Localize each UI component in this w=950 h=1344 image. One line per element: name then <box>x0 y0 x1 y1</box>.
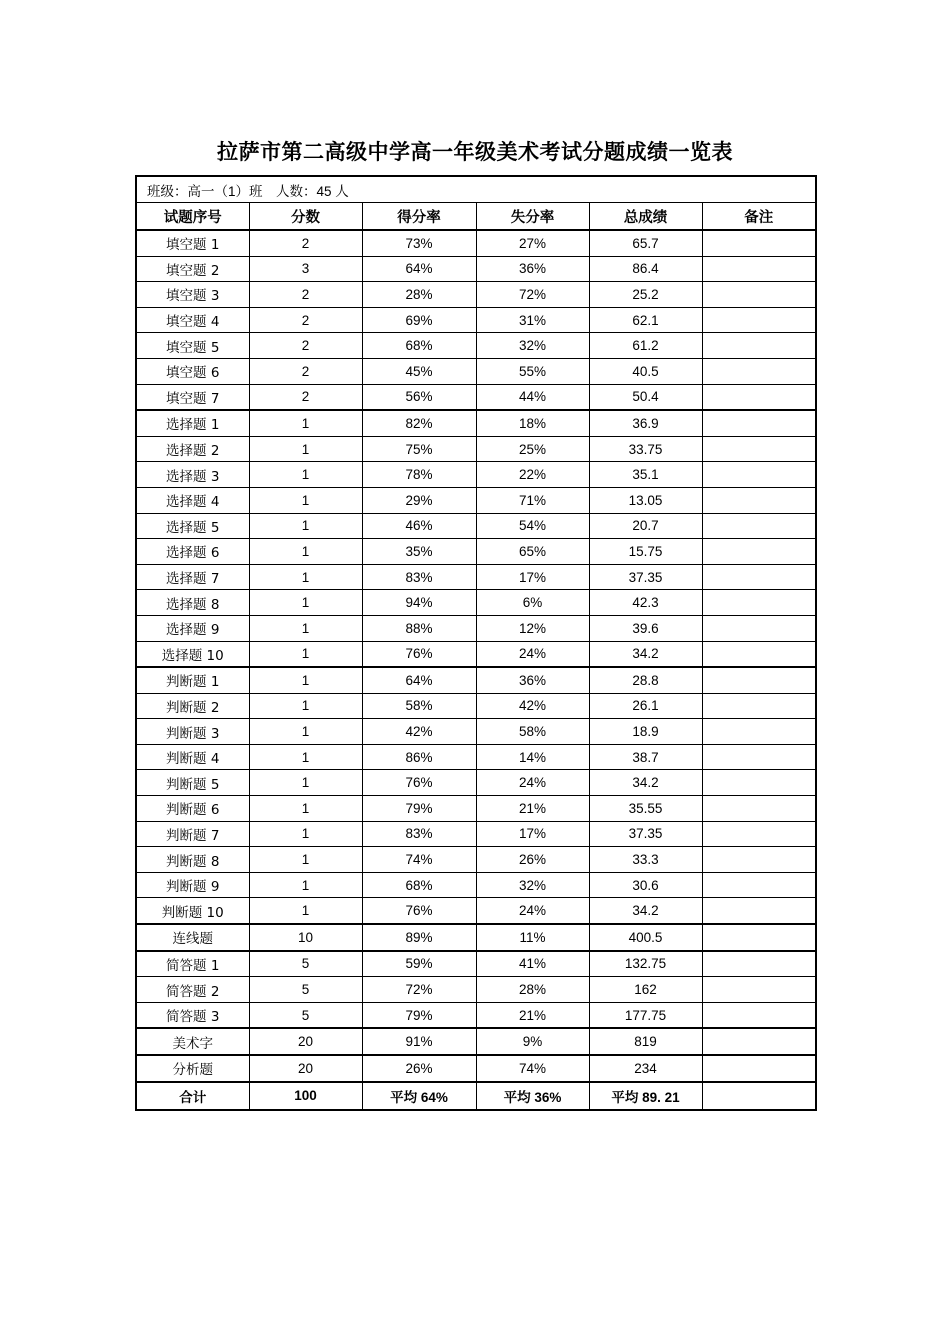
cell-score: 10 <box>249 924 362 951</box>
cell-question-name: 连线题 <box>136 924 249 951</box>
cell-note <box>702 358 816 384</box>
cell-score: 1 <box>249 539 362 565</box>
cell-question-name: 填空题 6 <box>136 358 249 384</box>
cell-score-rate: 29% <box>362 487 476 513</box>
cell-note <box>702 924 816 951</box>
cell-score: 1 <box>249 872 362 898</box>
cell-question-name: 判断题 4 <box>136 744 249 770</box>
cell-total: 34.2 <box>589 898 702 924</box>
cell-note <box>702 770 816 796</box>
cell-score: 1 <box>249 487 362 513</box>
cell-score-rate: 78% <box>362 462 476 488</box>
cell-question-name: 填空题 7 <box>136 384 249 410</box>
cell-score-rate: 56% <box>362 384 476 410</box>
cell-question-name: 选择题 8 <box>136 590 249 616</box>
header-total: 总成绩 <box>589 203 702 231</box>
cell-question-name: 分析题 <box>136 1055 249 1082</box>
cell-score-rate: 46% <box>362 513 476 539</box>
table-row <box>136 924 816 951</box>
table-row <box>136 564 816 590</box>
cell-note <box>702 641 816 667</box>
cell-question-name: 选择题 10 <box>136 641 249 667</box>
cell-score: 2 <box>249 307 362 333</box>
cell-loss-rate: 32% <box>476 872 589 898</box>
table-row <box>136 539 816 565</box>
cell-question-name: 选择题 3 <box>136 462 249 488</box>
cell-score-rate: 83% <box>362 821 476 847</box>
cell-loss-rate: 12% <box>476 615 589 641</box>
total-score-rate: 平均 64% <box>362 1082 476 1110</box>
cell-total: 28.8 <box>589 667 702 693</box>
cell-score-rate: 76% <box>362 770 476 796</box>
total-total: 平均 89. 21 <box>589 1082 702 1110</box>
table-row <box>136 358 816 384</box>
page-title: 拉萨市第二高级中学高一年级美术考试分题成绩一览表 <box>217 140 733 164</box>
cell-score: 1 <box>249 667 362 693</box>
table-row <box>136 513 816 539</box>
cell-score: 20 <box>249 1055 362 1082</box>
cell-score: 1 <box>249 590 362 616</box>
cell-total: 34.2 <box>589 770 702 796</box>
table-row <box>136 898 816 924</box>
cell-score: 5 <box>249 951 362 977</box>
cell-total: 15.75 <box>589 539 702 565</box>
cell-note <box>702 307 816 333</box>
cell-note <box>702 977 816 1003</box>
header-question-no: 试题序号 <box>136 203 249 231</box>
cell-question-name: 美术字 <box>136 1028 249 1055</box>
cell-loss-rate: 42% <box>476 693 589 719</box>
cell-score-rate: 94% <box>362 590 476 616</box>
total-loss-rate: 平均 36% <box>476 1082 589 1110</box>
cell-question-name: 选择题 9 <box>136 615 249 641</box>
cell-note <box>702 821 816 847</box>
cell-note <box>702 719 816 745</box>
table-row <box>136 282 816 308</box>
cell-loss-rate: 9% <box>476 1028 589 1055</box>
cell-score: 1 <box>249 821 362 847</box>
cell-loss-rate: 25% <box>476 436 589 462</box>
total-note <box>702 1082 816 1110</box>
header-row <box>136 203 816 231</box>
score-table <box>135 175 817 1111</box>
cell-loss-rate: 27% <box>476 230 589 256</box>
cell-note <box>702 1055 816 1082</box>
header-note: 备注 <box>702 203 816 231</box>
cell-loss-rate: 24% <box>476 770 589 796</box>
table-row <box>136 436 816 462</box>
table-row <box>136 641 816 667</box>
cell-score: 1 <box>249 898 362 924</box>
cell-note <box>702 282 816 308</box>
cell-note <box>702 410 816 436</box>
cell-loss-rate: 26% <box>476 847 589 873</box>
cell-score: 2 <box>249 282 362 308</box>
cell-loss-rate: 55% <box>476 358 589 384</box>
cell-total: 400.5 <box>589 924 702 951</box>
cell-total: 86.4 <box>589 256 702 282</box>
cell-score-rate: 83% <box>362 564 476 590</box>
cell-question-name: 选择题 5 <box>136 513 249 539</box>
cell-question-name: 填空题 1 <box>136 230 249 256</box>
cell-score: 2 <box>249 230 362 256</box>
cell-question-name: 填空题 3 <box>136 282 249 308</box>
cell-loss-rate: 36% <box>476 256 589 282</box>
cell-loss-rate: 44% <box>476 384 589 410</box>
cell-score: 1 <box>249 693 362 719</box>
cell-total: 37.35 <box>589 564 702 590</box>
total-question-name: 合计 <box>136 1082 249 1110</box>
cell-total: 25.2 <box>589 282 702 308</box>
cell-score: 1 <box>249 641 362 667</box>
cell-score-rate: 64% <box>362 256 476 282</box>
total-score: 100 <box>249 1082 362 1110</box>
cell-total: 33.3 <box>589 847 702 873</box>
cell-score: 1 <box>249 796 362 822</box>
cell-note <box>702 487 816 513</box>
cell-loss-rate: 21% <box>476 1002 589 1028</box>
cell-score-rate: 79% <box>362 1002 476 1028</box>
cell-total: 132.75 <box>589 951 702 977</box>
cell-score: 20 <box>249 1028 362 1055</box>
cell-loss-rate: 28% <box>476 977 589 1003</box>
cell-question-name: 选择题 6 <box>136 539 249 565</box>
cell-question-name: 判断题 10 <box>136 898 249 924</box>
cell-score-rate: 73% <box>362 230 476 256</box>
cell-note <box>702 898 816 924</box>
cell-score-rate: 82% <box>362 410 476 436</box>
cell-note <box>702 230 816 256</box>
cell-total: 34.2 <box>589 641 702 667</box>
cell-total: 40.5 <box>589 358 702 384</box>
cell-loss-rate: 71% <box>476 487 589 513</box>
table-row <box>136 667 816 693</box>
cell-score-rate: 35% <box>362 539 476 565</box>
cell-loss-rate: 32% <box>476 333 589 359</box>
cell-loss-rate: 58% <box>476 719 589 745</box>
cell-question-name: 填空题 2 <box>136 256 249 282</box>
cell-question-name: 选择题 4 <box>136 487 249 513</box>
cell-total: 65.7 <box>589 230 702 256</box>
cell-loss-rate: 21% <box>476 796 589 822</box>
cell-question-name: 判断题 2 <box>136 693 249 719</box>
cell-score: 1 <box>249 719 362 745</box>
cell-total: 33.75 <box>589 436 702 462</box>
table-row <box>136 847 816 873</box>
cell-loss-rate: 24% <box>476 641 589 667</box>
cell-note <box>702 744 816 770</box>
cell-score: 1 <box>249 410 362 436</box>
cell-score: 2 <box>249 384 362 410</box>
cell-loss-rate: 72% <box>476 282 589 308</box>
cell-loss-rate: 17% <box>476 821 589 847</box>
cell-note <box>702 1002 816 1028</box>
cell-loss-rate: 6% <box>476 590 589 616</box>
cell-score-rate: 76% <box>362 641 476 667</box>
cell-score-rate: 26% <box>362 1055 476 1082</box>
table-row <box>136 462 816 488</box>
cell-note <box>702 539 816 565</box>
table-row <box>136 410 816 436</box>
cell-score-rate: 79% <box>362 796 476 822</box>
cell-note <box>702 513 816 539</box>
table-row <box>136 307 816 333</box>
cell-score-rate: 68% <box>362 872 476 898</box>
cell-total: 39.6 <box>589 615 702 641</box>
cell-question-name: 选择题 1 <box>136 410 249 436</box>
cell-loss-rate: 65% <box>476 539 589 565</box>
cell-score: 5 <box>249 1002 362 1028</box>
table-row <box>136 384 816 410</box>
cell-total: 36.9 <box>589 410 702 436</box>
cell-total: 162 <box>589 977 702 1003</box>
cell-question-name: 判断题 3 <box>136 719 249 745</box>
header-loss-rate: 失分率 <box>476 203 589 231</box>
table-row <box>136 744 816 770</box>
cell-score: 1 <box>249 564 362 590</box>
cell-question-name: 简答题 1 <box>136 951 249 977</box>
cell-score-rate: 58% <box>362 693 476 719</box>
cell-total: 35.1 <box>589 462 702 488</box>
cell-score: 1 <box>249 744 362 770</box>
cell-question-name: 简答题 2 <box>136 977 249 1003</box>
cell-question-name: 判断题 1 <box>136 667 249 693</box>
cell-score-rate: 69% <box>362 307 476 333</box>
cell-score-rate: 45% <box>362 358 476 384</box>
cell-total: 61.2 <box>589 333 702 359</box>
cell-note <box>702 462 816 488</box>
cell-total: 62.1 <box>589 307 702 333</box>
cell-score-rate: 75% <box>362 436 476 462</box>
cell-total: 20.7 <box>589 513 702 539</box>
cell-question-name: 选择题 7 <box>136 564 249 590</box>
cell-total: 50.4 <box>589 384 702 410</box>
header-score-rate: 得分率 <box>362 203 476 231</box>
cell-score-rate: 28% <box>362 282 476 308</box>
cell-total: 234 <box>589 1055 702 1082</box>
cell-question-name: 判断题 7 <box>136 821 249 847</box>
table-row <box>136 590 816 616</box>
cell-question-name: 判断题 8 <box>136 847 249 873</box>
cell-total: 38.7 <box>589 744 702 770</box>
cell-note <box>702 951 816 977</box>
total-row <box>136 1082 816 1110</box>
cell-score: 1 <box>249 615 362 641</box>
cell-loss-rate: 14% <box>476 744 589 770</box>
table-row <box>136 719 816 745</box>
table-row <box>136 1055 816 1082</box>
cell-score: 5 <box>249 977 362 1003</box>
table-row <box>136 1028 816 1055</box>
cell-score: 2 <box>249 358 362 384</box>
cell-question-name: 选择题 2 <box>136 436 249 462</box>
table-row <box>136 872 816 898</box>
table-row <box>136 821 816 847</box>
cell-note <box>702 667 816 693</box>
cell-score-rate: 74% <box>362 847 476 873</box>
cell-score: 1 <box>249 436 362 462</box>
table-row <box>136 230 816 256</box>
cell-score: 1 <box>249 847 362 873</box>
table-row <box>136 693 816 719</box>
class-info: 班级：高一（1）班 人数：45 人 <box>136 176 816 203</box>
cell-score-rate: 72% <box>362 977 476 1003</box>
cell-question-name: 填空题 4 <box>136 307 249 333</box>
cell-score-rate: 68% <box>362 333 476 359</box>
cell-loss-rate: 11% <box>476 924 589 951</box>
cell-total: 42.3 <box>589 590 702 616</box>
cell-note <box>702 590 816 616</box>
cell-score: 2 <box>249 333 362 359</box>
cell-total: 819 <box>589 1028 702 1055</box>
cell-note <box>702 615 816 641</box>
cell-loss-rate: 22% <box>476 462 589 488</box>
cell-total: 30.6 <box>589 872 702 898</box>
cell-note <box>702 564 816 590</box>
cell-score-rate: 89% <box>362 924 476 951</box>
cell-note <box>702 796 816 822</box>
cell-question-name: 判断题 9 <box>136 872 249 898</box>
cell-note <box>702 693 816 719</box>
table-row <box>136 333 816 359</box>
cell-loss-rate: 24% <box>476 898 589 924</box>
cell-question-name: 简答题 3 <box>136 1002 249 1028</box>
cell-score: 1 <box>249 513 362 539</box>
cell-score: 1 <box>249 462 362 488</box>
cell-total: 37.35 <box>589 821 702 847</box>
cell-total: 177.75 <box>589 1002 702 1028</box>
cell-score-rate: 86% <box>362 744 476 770</box>
table-row <box>136 951 816 977</box>
table-row <box>136 977 816 1003</box>
cell-loss-rate: 41% <box>476 951 589 977</box>
cell-score-rate: 76% <box>362 898 476 924</box>
header-score: 分数 <box>249 203 362 231</box>
cell-score: 1 <box>249 770 362 796</box>
table-row <box>136 256 816 282</box>
table-row <box>136 487 816 513</box>
table-row <box>136 1002 816 1028</box>
cell-note <box>702 384 816 410</box>
cell-loss-rate: 54% <box>476 513 589 539</box>
table-row <box>136 615 816 641</box>
cell-question-name: 判断题 5 <box>136 770 249 796</box>
cell-question-name: 判断题 6 <box>136 796 249 822</box>
cell-score: 3 <box>249 256 362 282</box>
cell-loss-rate: 36% <box>476 667 589 693</box>
class-info-row <box>136 176 816 203</box>
cell-total: 26.1 <box>589 693 702 719</box>
cell-note <box>702 1028 816 1055</box>
cell-score-rate: 64% <box>362 667 476 693</box>
cell-score-rate: 59% <box>362 951 476 977</box>
cell-note <box>702 256 816 282</box>
cell-note <box>702 333 816 359</box>
cell-note <box>702 847 816 873</box>
cell-total: 35.55 <box>589 796 702 822</box>
cell-question-name: 填空题 5 <box>136 333 249 359</box>
cell-loss-rate: 31% <box>476 307 589 333</box>
table-row <box>136 770 816 796</box>
cell-note <box>702 872 816 898</box>
cell-loss-rate: 18% <box>476 410 589 436</box>
cell-score-rate: 88% <box>362 615 476 641</box>
cell-score-rate: 42% <box>362 719 476 745</box>
cell-loss-rate: 74% <box>476 1055 589 1082</box>
cell-total: 13.05 <box>589 487 702 513</box>
table-row <box>136 796 816 822</box>
cell-total: 18.9 <box>589 719 702 745</box>
cell-loss-rate: 17% <box>476 564 589 590</box>
cell-note <box>702 436 816 462</box>
cell-score-rate: 91% <box>362 1028 476 1055</box>
